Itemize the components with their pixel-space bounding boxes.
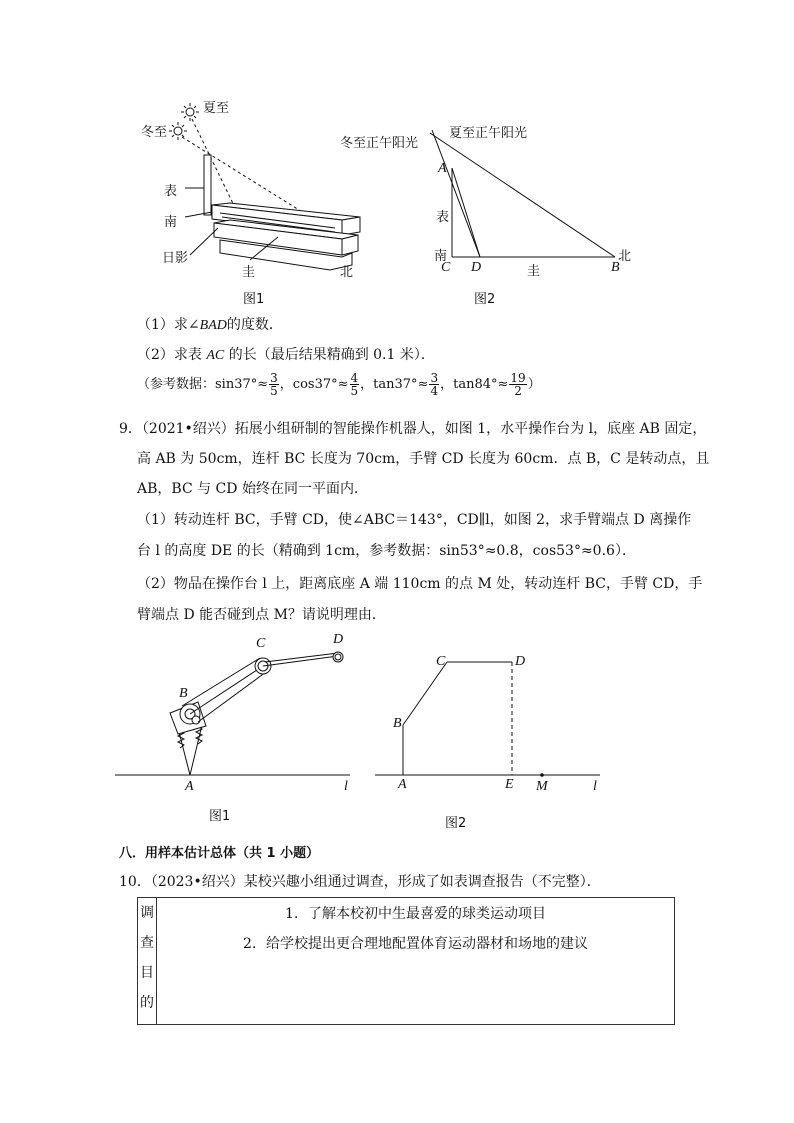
gui-label: 圭: [242, 265, 256, 280]
north-label: 北: [340, 265, 354, 280]
row-header-char: 的: [140, 995, 154, 1011]
robot2-point-e: E: [505, 777, 514, 792]
robot-figure2-caption: 图2: [445, 816, 467, 831]
south-label-2: 南: [434, 249, 448, 264]
robot-figure1-caption: 图1: [209, 809, 231, 824]
robot2-line-l: l: [593, 779, 597, 794]
row-header-char: 调: [140, 905, 154, 921]
q9-part2-line2: 臂端点 D 能否碰到点 M？请说明理由．: [137, 607, 386, 623]
south-label: 南: [164, 215, 178, 230]
gnomon-label: 表: [164, 184, 178, 199]
q8-part1: （1）求∠BAD的度数．: [137, 317, 283, 333]
point-a-label: A: [438, 161, 447, 176]
point-d-label: D: [471, 260, 482, 275]
robot1-point-c: C: [256, 636, 266, 651]
q9-part2-line1: （2）物品在操作台 l 上，距离底座 A 端 110cm 的点 M 处，转动连杆 BC，手臂 CD，手: [137, 576, 703, 592]
point-c-label: C: [441, 260, 451, 275]
north-label-2: 北: [618, 249, 632, 264]
triangle-figure: [420, 130, 640, 270]
figure1-caption: 图1: [243, 292, 265, 307]
q9-part1-line2: 台 l 的高度 DE 的长（精确到 1cm，参考数据：sin53°≈0.8，cos53°≈0.6）．: [137, 543, 636, 559]
table-row: [138, 898, 675, 1025]
point-b-label: B: [611, 260, 620, 275]
robot1-line-l: l: [344, 779, 348, 794]
survey-goals-cell: [157, 898, 675, 1025]
summer-noon-sun-label: 夏至正午阳光: [449, 126, 528, 141]
q8-part2: （2）求表 AC 的长（最后结果精确到 0.1 米）．: [137, 347, 435, 363]
winter-noon-sun-label: 冬至正午阳光: [340, 136, 419, 151]
q10-stem: 10．（2023•绍兴）某校兴趣小组通过调查，形成了如表调查报告（不完整）．: [119, 874, 601, 890]
gui-label-2: 圭: [527, 264, 541, 279]
robot2-point-m: M: [536, 779, 548, 794]
survey-report-table: [137, 897, 675, 1025]
robot1-point-d: D: [333, 632, 344, 647]
robot2-point-a: A: [398, 777, 407, 792]
robot2-point-c: C: [436, 654, 446, 669]
robot1-point-b: B: [179, 686, 188, 701]
robot1-point-a: A: [185, 779, 194, 794]
robot2-point-b: B: [393, 716, 402, 731]
row-header-survey-purpose: [138, 898, 157, 1025]
summer-solstice-label: 夏至: [203, 101, 230, 116]
summer-sun-icon: [181, 103, 199, 121]
q9-line2: 高 AB 为 50cm，连杆 BC 长度为 70cm，手臂 CD 长度为 60cm．点 B，C 是转动点，且: [137, 451, 710, 467]
gnomon-label-2: 表: [436, 210, 450, 225]
q8-reference-data: （参考数据：sin37°≈ $\frac{3}{5}$ ，cos37°≈ $\frac{4}{5}$ ，tan37°≈ $\frac{3}{4}$ ，tan84°≈ $\frac{19}{2}$ ）: [137, 371, 541, 398]
figure2-caption: 图2: [474, 292, 496, 307]
robot2-point-d: D: [515, 654, 526, 669]
section-8-heading: 八．用样本估计总体（共 1 小题）: [119, 846, 320, 861]
survey-goal-2: 2．给学校提出更合理地配置体育运动器材和场地的建议: [243, 936, 588, 952]
winter-solstice-label: 冬至: [141, 125, 168, 140]
winter-sun-icon: [169, 122, 187, 140]
q9-part1-line1: （1）转动连杆 BC，手臂 CD，使∠ABC＝143°，CD∥l，如图 2，求手臂端点 D 离操作: [137, 512, 692, 528]
row-header-char: 目: [140, 965, 154, 981]
robot-figure-2: [370, 650, 620, 780]
row-header-char: 查: [140, 935, 154, 951]
shadow-label: 日影: [162, 251, 189, 266]
q9-line1: 9．（2021•绍兴）拓展小组研制的智能操作机器人，如图 1，水平操作台为 l，底座 AB 固定，: [119, 421, 707, 437]
survey-goal-1: 1．了解本校初中生最喜爱的球类运动项目: [285, 906, 546, 922]
q9-line3: AB，BC 与 CD 始终在同一平面内．: [137, 481, 368, 497]
robot-figure-1: [110, 630, 360, 780]
